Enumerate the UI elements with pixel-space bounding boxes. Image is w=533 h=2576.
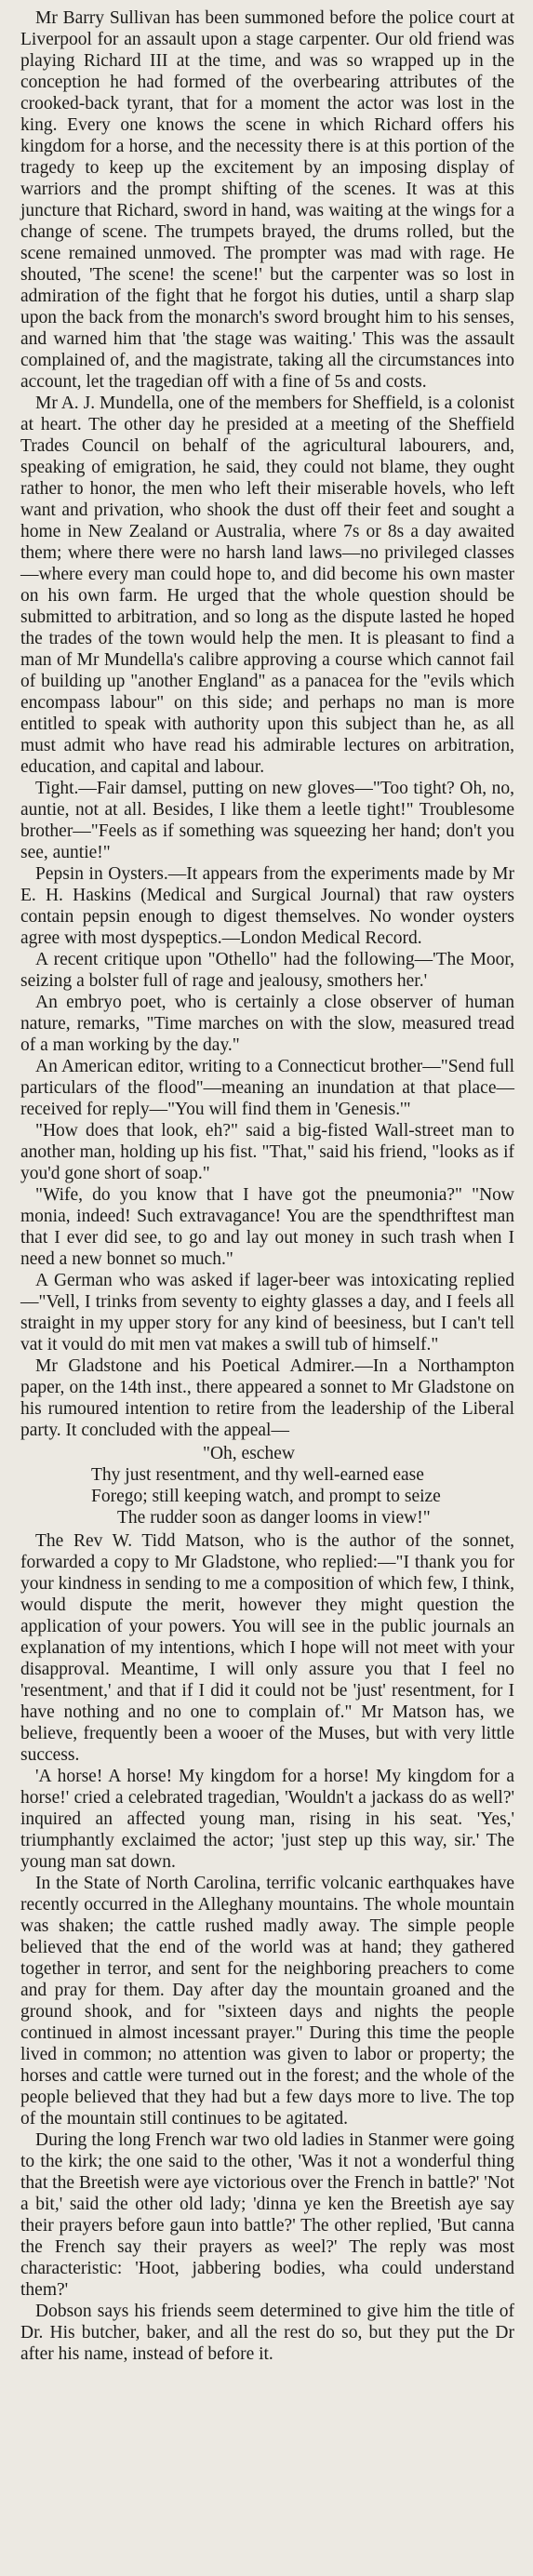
article-soap: "How does that look, eh?" said a big-fisted Wall-street man to another man, holding up his fist. "That," said his friend, "looks as if you'd gone short of soap."	[20, 1121, 514, 1183]
article-gladstone: Mr Gladstone and his Poetical Admirer.—In a Northampton paper, on the 14th inst., there appeared a sonnet to Mr Gladstone on his rumoured intention to retire from the leadership of the Liberal party. It concluded with the appeal—	[20, 1356, 514, 1440]
article-flood: An American editor, writing to a Connecticut brother—"Send full particulars of the flood"—meaning an inundation at that place—received for reply—"You will find them in 'Genesis.'"	[20, 1057, 514, 1119]
article-sullivan: Mr Barry Sullivan has been summoned before the police court at Liverpool for an assault upon a stage carpenter. Our old friend was playing Richard III at the time, and was so wrapped up in the conception he had formed of the overbearing attributes of the crooked-back tyrant, that for a moment the actor was lost in the king. Every one knows the scene in which Richard offers his kingdom for a horse, and the necessity there is at this portion of the tragedy to keep up the excitement by an imposing display of warriors and the prompt shifting of the scenes. It was at this juncture that Richard, sword in hand, was waiting at the wings for a change of scene. The trumpets brayed, the drums rolled, but the scene remained unmoved. The prompter was mad with rage. He shouted, 'The scene! the scene!' but the carpenter was so lost in admiration of the fight that he forgot his duties, until a sharp slap upon the back from the monarch's sword brought him to his senses, and warned him that 'the stage was waiting.' This was the assault complained of, and the magistrate, taking all the circumstances into account, let the tragedian off with a fine of 5s and costs.	[20, 8, 514, 392]
article-pepsin: Pepsin in Oysters.—It appears from the experiments made by Mr E. H. Haskins (Medical and Surgical Journal) that raw oysters contain pepsin enough to digest themselves. No wonder oysters agree with most dyspeptics.—London Medical Record.	[20, 864, 514, 948]
article-matson: The Rev W. Tidd Matson, who is the author of the sonnet, forwarded a copy to Mr Gladstone, who replied:—"I thank you for your kindness in sending to me a composition of which few, I think, would dispute the merit, however they might question the application of your powers. You will see in the public journals an explanation of my intentions, which I hope will not meet with your disapproval. Meantime, I will only assure you that I feel no 'resentment,' and that if I did it could not be 'just' resentment, for I have nothing and no one to complain of." Mr Matson has, we believe, frequently been a wooer of the Muses, but with very little success.	[20, 1531, 514, 1765]
article-tight: Tight.—Fair damsel, putting on new gloves—"Too tight? Oh, no, auntie, not at all. Besides, I like them a leetle tight!" Troublesome brother—"Feels as if something was squeezing her hand; don't you see, auntie!"	[20, 779, 514, 862]
article-embryo-poet: An embryo poet, who is certainly a close observer of human nature, remarks, "Time marches on with the slow, measured tread of a man working by the day."	[20, 993, 514, 1055]
article-mundella: Mr A. J. Mundella, one of the members for Sheffield, is a colonist at heart. The other day he presided at a meeting of the Sheffield Trades Council on behalf of the agricultural labourers, and, speaking of emigration, he said, they could not blame, they ought rather to honor, the men who left their miserable hovels, who left want and privation, who shook the dust off their feet and sought a home in New Zealand or Australia, where 7s or 8s a day awaited them; where there were no harsh land laws—no privileged classes—where every man could hope to, and did become his own master on his own farm. He urged that the whole question should be submitted to arbitration, and so long as the dispute lasted he hoped the trades of the town would help the men. It is pleasant to find a man of Mr Mundella's calibre approving a course which cannot fail of building up "another England" as a panacea for the "evils which encompass labour" on this side; and perhaps no man is more entitled to speak with authority upon this subject than he, as all must admit who have read his admirable lectures on arbitration, education, and capital and labour.	[20, 394, 514, 777]
verse-line: The rudder soon as danger looms in view!"	[117, 1508, 431, 1528]
verse-line: Forego; still keeping watch, and prompt to seize	[91, 1487, 441, 1506]
verse-line: Thy just resentment, and thy well-earned ease	[91, 1465, 424, 1485]
article-horse: 'A horse! A horse! My kingdom for a horse! My kingdom for a horse!' cried a celebrated tragedian, 'Wouldn't a jackass do as well?' inquired an affected young man, rising in his seat. 'Yes,' triumphantly exclaimed the actor; 'just step up this way, sir.' The young man sat down.	[20, 1767, 514, 1872]
sonnet-excerpt	[20, 1443, 514, 1528]
article-pneumonia: "Wife, do you know that I have got the pneumonia?" "Now monia, indeed! Such extravagance! You are the spendthriftest man that I ever did see, to go and lay out money in such trash when I need a new bonnet so much."	[20, 1185, 514, 1269]
article-othello: A recent critique upon "Othello" had the following—'The Moor, seizing a bolster full of rage and jealousy, smothers her.'	[20, 950, 514, 991]
article-dobson: Dobson says his friends seem determined to give him the title of Dr. His butcher, baker, and all the rest do so, but they put the Dr after his name, instead of before it.	[20, 2302, 514, 2364]
article-lager-beer: A German who was asked if lager-beer was intoxicating replied—"Vell, I trinks from seventy to eighty glasses a day, and I feels all straight in my upper story for any kind of beesiness, but I can't tell vat it vould do mit men vat makes a swill tub of himself."	[20, 1271, 514, 1355]
article-french-war: During the long French war two old ladies in Stanmer were going to the kirk; the one said to the other, 'Was it not a wonderful thing that the Breetish were aye victorious over the French in battle?' 'Not a bit,' said the other old lady; 'dinna ye ken the Breetish aye say their prayers before gaun into battle?' The other replied, 'But canna the French say their prayers as weel?' The reply was most characteristic: 'Hoot, jabbering bodies, wha could understand them?'	[20, 2130, 514, 2300]
article-north-carolina: In the State of North Carolina, terrific volcanic earthquakes have recently occurred in the Alleghany mountains. The whole mountain was shaken; the cattle rushed madly away. The simple people believed that the end of the world was at hand; they gathered together in terror, and sent for the neighboring preachers to come and pray for them. Day after day the mountain groaned and the ground shook, and for "sixteen days and nights the people continued in almost incessant prayer." During this time the people lived in common; no attention was given to labor or property; the horses and cattle were turned out in the forest; and the whole of the people believed that they had but a few days more to live. The top of the mountain still continues to be agitated.	[20, 1874, 514, 2129]
verse-line: "Oh, eschew	[203, 1444, 295, 1463]
